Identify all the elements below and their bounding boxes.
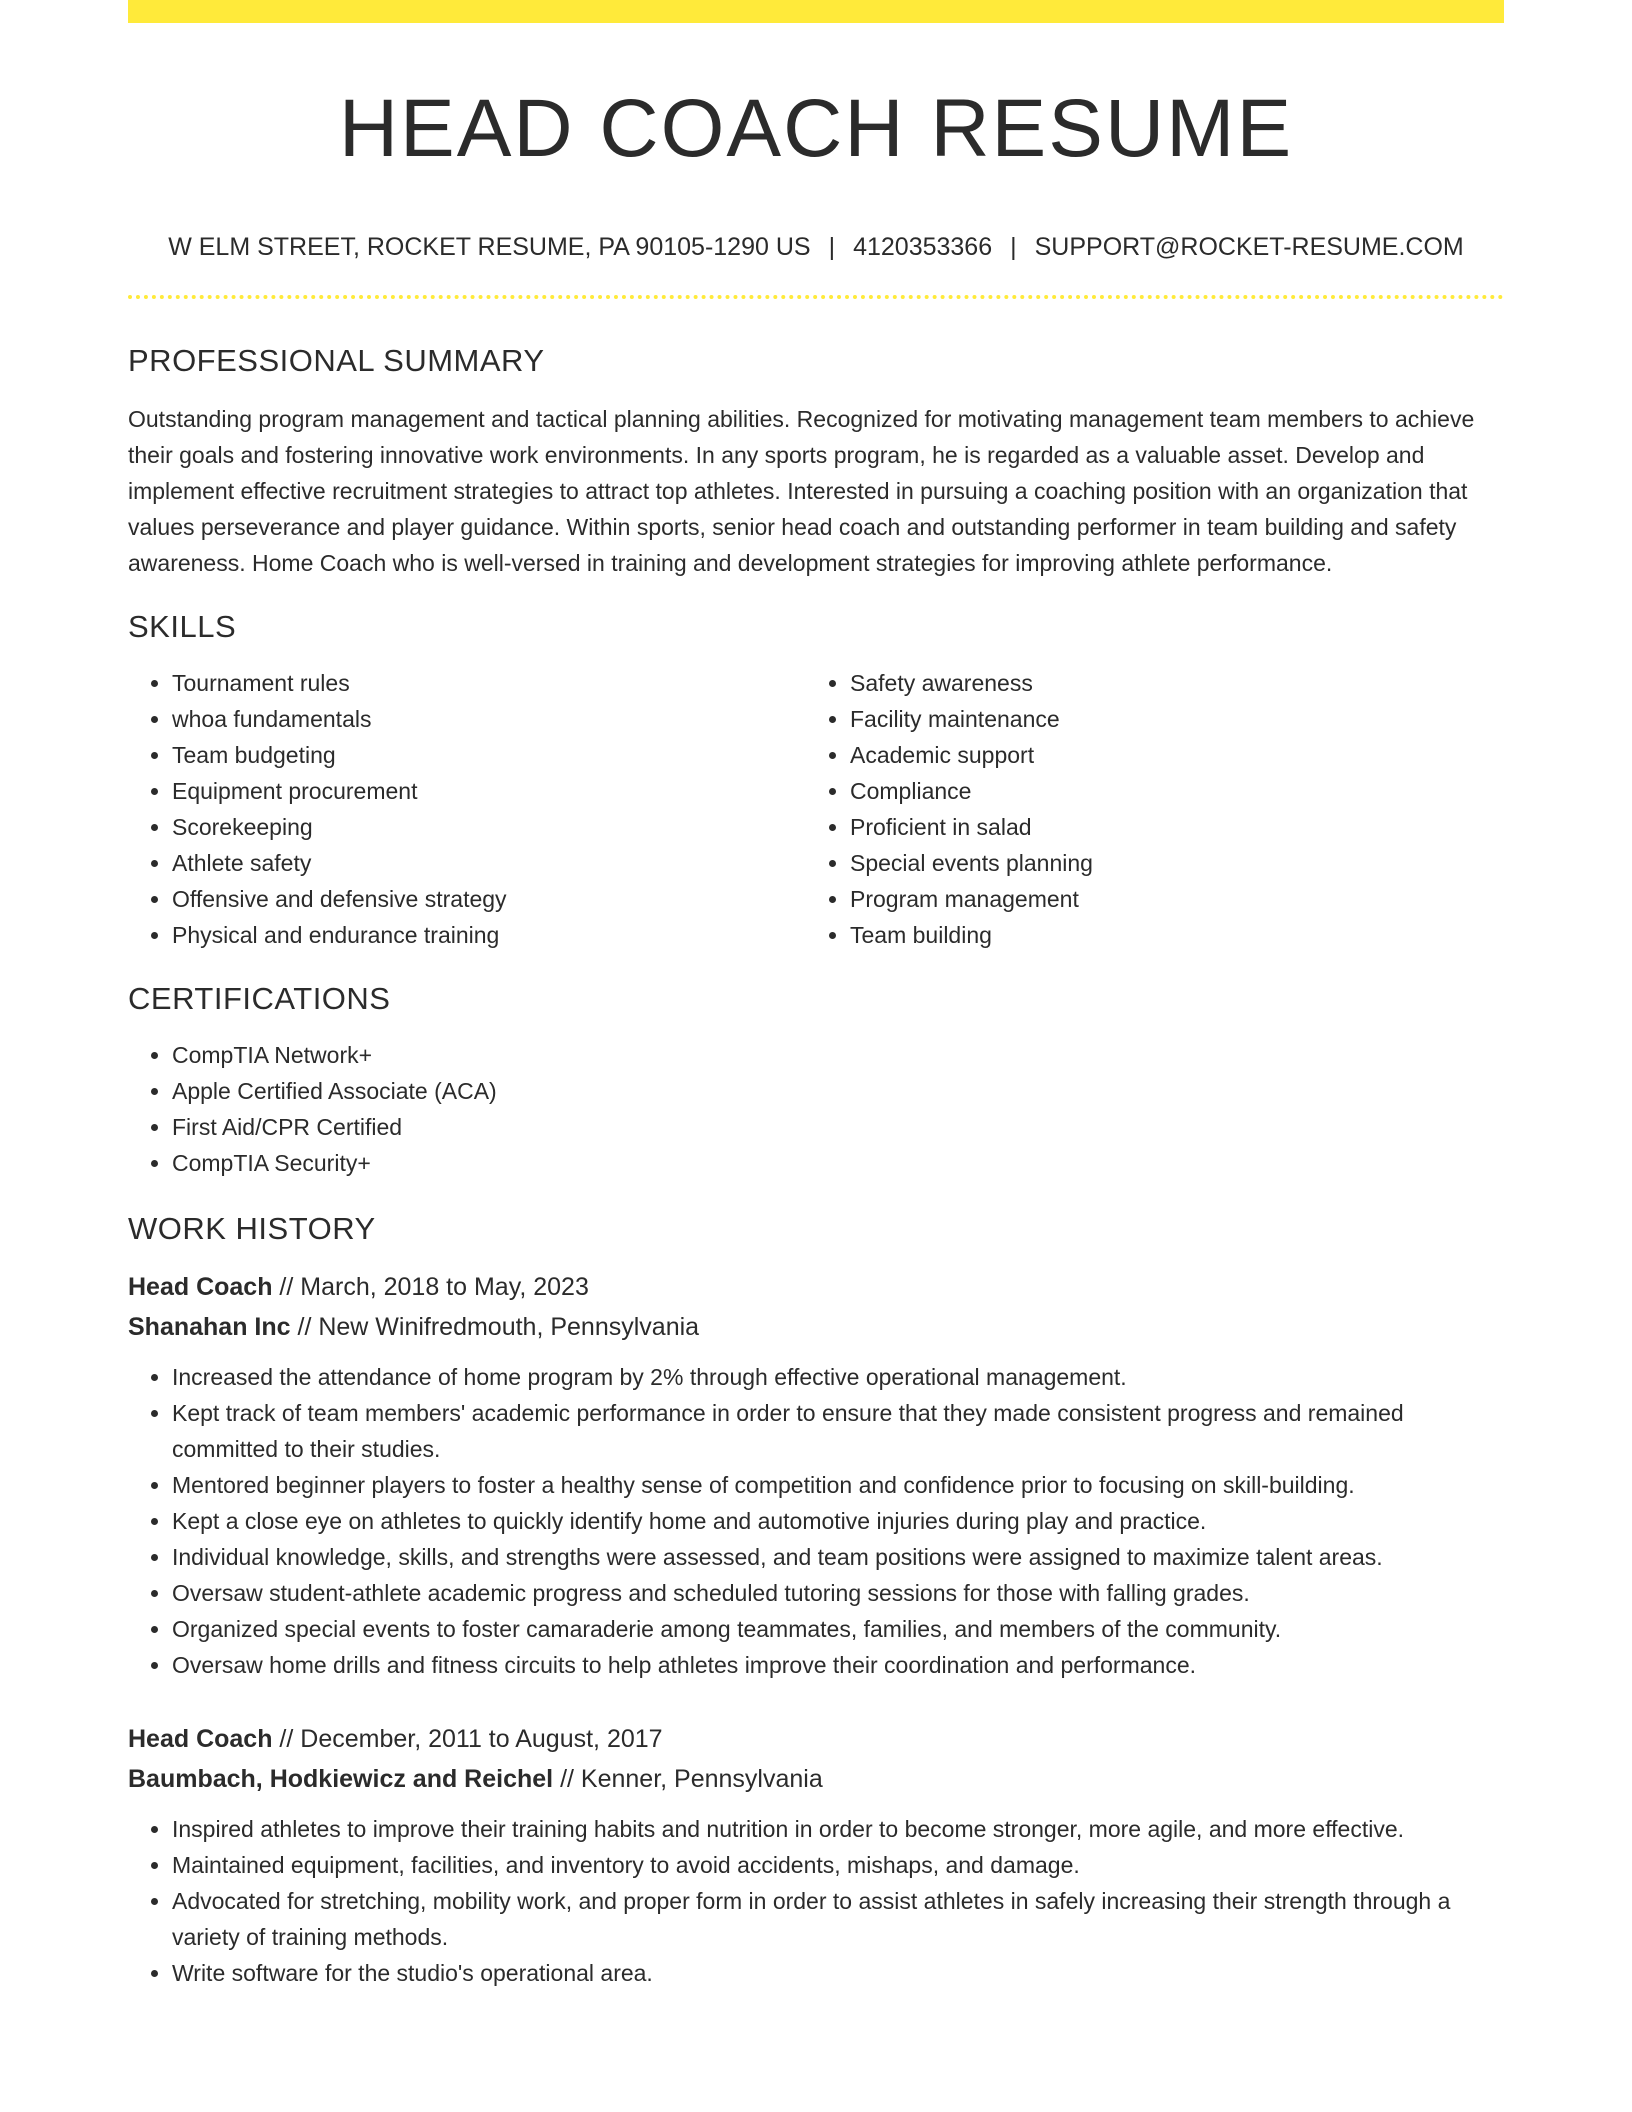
certifications-list <box>128 1037 1504 1181</box>
skills-heading: SKILLS <box>128 609 237 644</box>
job-dates: // December, 2011 to August, 2017 <box>272 1725 663 1753</box>
contact-phone: 4120353366 <box>853 233 993 261</box>
summary-text: Outstanding program management and tactical planning abilities. Recognized for motivating management team members to achieve their goals and fostering innovative work environments. In any sports program, he is regarded as a valuable asset. Develop and implement effective recruitment strategies to attract top athletes. Interested in pursuing a coaching position with an organization that values perseverance and player guidance. Within sports, senior head coach and outstanding performer in team building and safety awareness. Home Coach who is well-versed in training and development strategies for improving athlete performance. <box>128 406 1475 576</box>
skills-list-right <box>806 665 1484 953</box>
certifications-heading: CERTIFICATIONS <box>128 981 391 1016</box>
job-bullet: • Inspired athletes to improve their training habits and nutrition in order to become stronger, more agile, and more effective. <box>172 1811 1504 1847</box>
certification-item: • CompTIA Network+ <box>172 1037 1504 1073</box>
accent-top-bar <box>128 0 1504 23</box>
job-bullet: • Increased the attendance of home program by 2% through effective operational management. <box>172 1359 1504 1395</box>
job-bullet: • Maintained equipment, facilities, and inventory to avoid accidents, mishaps, and damage. <box>172 1847 1504 1883</box>
job-bullet: • Write software for the studio's operational area. <box>172 1955 1504 1991</box>
skill-item: • Equipment procurement <box>172 773 806 809</box>
skill-item: • Tournament rules <box>172 665 806 701</box>
contact-separator: | <box>828 233 836 261</box>
skill-item: • Safety awareness <box>850 665 1484 701</box>
skill-item: • Athlete safety <box>172 845 806 881</box>
contact-email: SUPPORT@ROCKET-RESUME.COM <box>1034 233 1464 261</box>
job-location: // New Winifredmouth, Pennsylvania <box>290 1313 700 1341</box>
dotted-divider <box>128 295 1504 299</box>
skills-columns <box>128 665 1504 953</box>
job-title-line <box>128 1719 1504 1759</box>
contact-line <box>128 231 1504 263</box>
skill-item: • Physical and endurance training <box>172 917 806 953</box>
contact-separator: | <box>1010 233 1017 261</box>
work-history-heading: WORK HISTORY <box>128 1211 376 1246</box>
job-title: Head Coach <box>128 1725 273 1753</box>
skill-item: • Team building <box>850 917 1484 953</box>
job-bullet: • Mentored beginner players to foster a healthy sense of competition and confidence prior to focusing on skill-building. <box>172 1467 1504 1503</box>
contact-address: W ELM STREET, ROCKET RESUME, PA 90105-1290 US <box>168 233 811 261</box>
job-company: Shanahan Inc <box>128 1313 291 1341</box>
job-bullets <box>128 1811 1504 1991</box>
job-title: Head Coach <box>128 1273 273 1301</box>
certification-item: • Apple Certified Associate (ACA) <box>172 1073 1504 1109</box>
certification-item: • First Aid/CPR Certified <box>172 1109 1504 1145</box>
job-bullet: • Organized special events to foster camaraderie among teammates, families, and members of the community. <box>172 1611 1504 1647</box>
job-bullet: • Kept track of team members' academic performance in order to ensure that they made consistent progress and remained committed to their studies. <box>172 1395 1504 1467</box>
skill-item: • Team budgeting <box>172 737 806 773</box>
job-bullet: • Individual knowledge, skills, and strengths were assessed, and team positions were assigned to maximize talent areas. <box>172 1539 1504 1575</box>
job-bullet: • Oversaw home drills and fitness circuits to help athletes improve their coordination and performance. <box>172 1647 1504 1683</box>
skill-item: • Academic support <box>850 737 1484 773</box>
job-entry <box>128 1267 1504 1683</box>
job-title-line <box>128 1267 1504 1307</box>
skill-item: • Program management <box>850 881 1484 917</box>
skill-item: • Offensive and defensive strategy <box>172 881 806 917</box>
skill-item: • whoa fundamentals <box>172 701 806 737</box>
job-location: // Kenner, Pennsylvania <box>553 1765 823 1793</box>
job-company-line <box>128 1759 1504 1799</box>
skill-item: • Scorekeeping <box>172 809 806 845</box>
certification-item: • CompTIA Security+ <box>172 1145 1504 1181</box>
summary-heading: PROFESSIONAL SUMMARY <box>128 343 545 378</box>
skill-item: • Facility maintenance <box>850 701 1484 737</box>
job-company: Baumbach, Hodkiewicz and Reichel <box>128 1765 554 1793</box>
job-bullet: • Advocated for stretching, mobility work, and proper form in order to assist athletes in safely increasing their strength through a variety of training methods. <box>172 1883 1504 1955</box>
skill-item: • Special events planning <box>850 845 1484 881</box>
job-company-line <box>128 1307 1504 1347</box>
resume-page <box>128 0 1504 1991</box>
job-bullet: • Oversaw student-athlete academic progress and scheduled tutoring sessions for those with falling grades. <box>172 1575 1504 1611</box>
skill-item: • Proficient in salad <box>850 809 1484 845</box>
job-dates: // March, 2018 to May, 2023 <box>272 1273 589 1301</box>
job-bullets <box>128 1359 1504 1683</box>
job-bullet: • Kept a close eye on athletes to quickly identify home and automotive injuries during play and practice. <box>172 1503 1504 1539</box>
skills-list-left <box>128 665 806 953</box>
skill-item: • Compliance <box>850 773 1484 809</box>
job-entry <box>128 1719 1504 1991</box>
resume-title: HEAD COACH RESUME <box>338 83 1294 174</box>
